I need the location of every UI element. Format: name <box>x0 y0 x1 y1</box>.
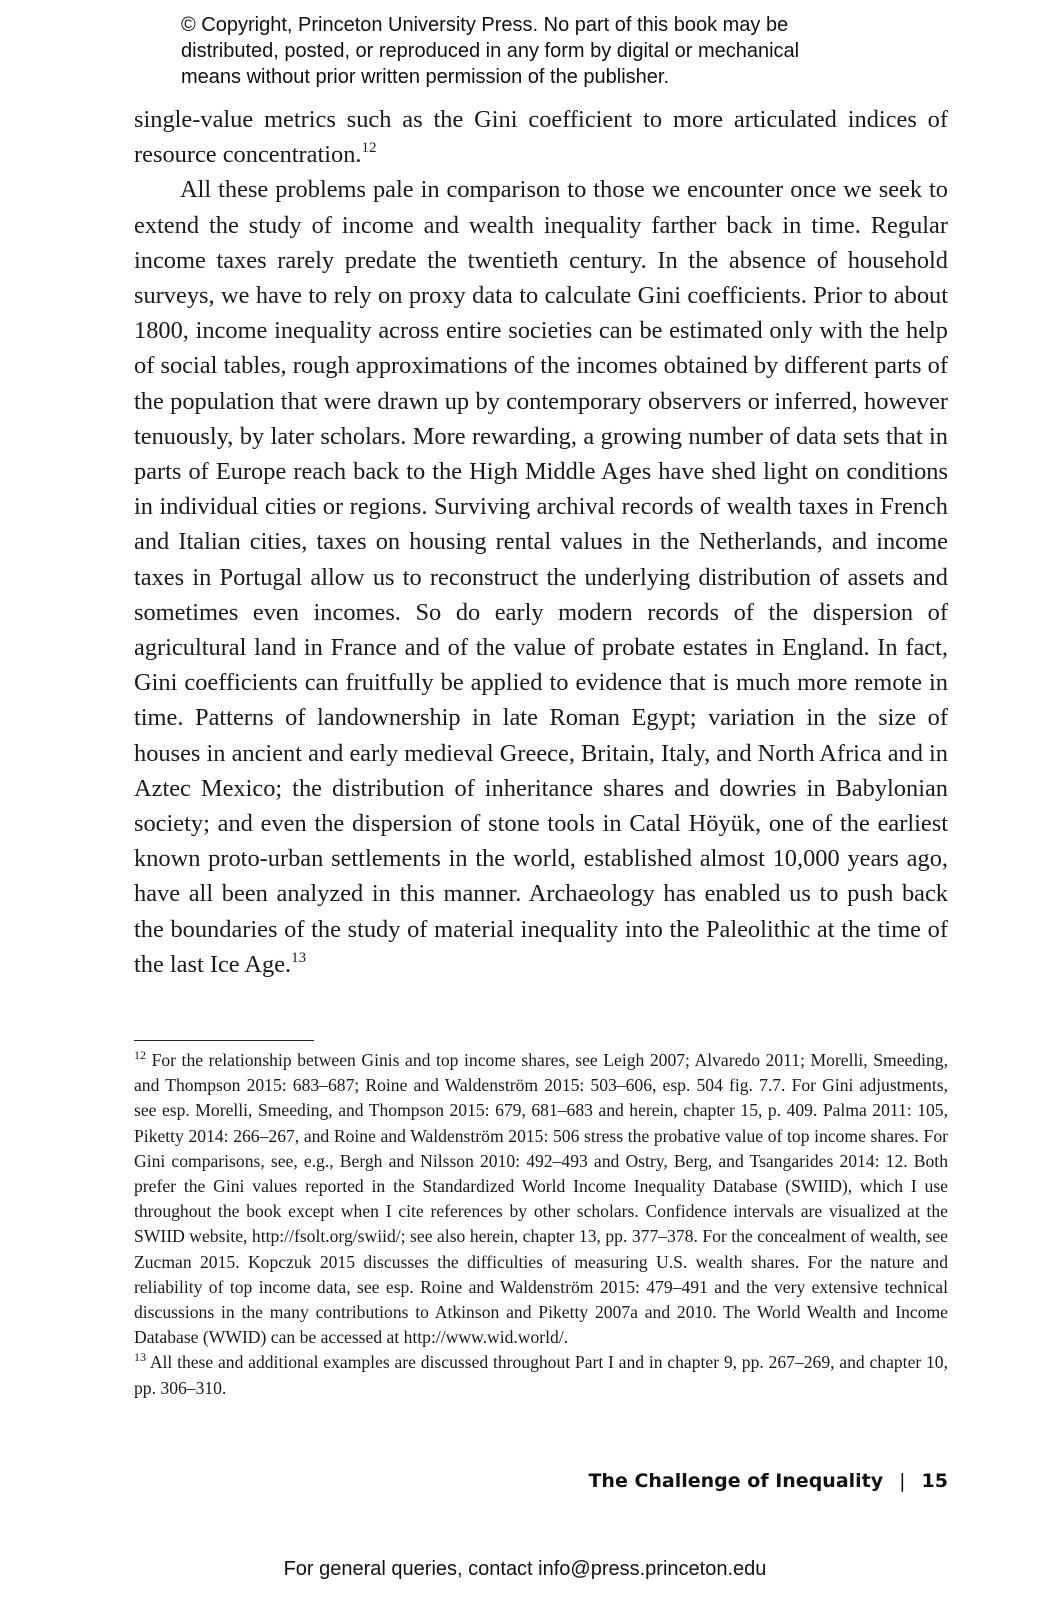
footnotes <box>134 1048 948 1401</box>
footnote-12 <box>134 1048 948 1350</box>
main-text <box>134 102 948 982</box>
copyright-line: distributed, posted, or reproduced in any form by digital or mechanical <box>181 40 800 62</box>
running-footer <box>588 1468 948 1494</box>
copyright-notice <box>181 12 901 90</box>
copyright-line: means without prior written permission of the publisher. <box>181 66 670 88</box>
paragraph-text: All these problems pale in comparison to those we encounter once we seek to extend the study of income and wealth inequality farther back in time. Regular income taxes rarely predate the twentieth century. In the absence of household surveys, we have to rely on proxy data to calculate Gini coefficients. Prior to about 1800, income inequality across entire societies can be estimated only with the help of social tables, rough approximations of the incomes obtained by different parts of the population that were drawn up by contemporary observers or inferred, however tenuously, by later scholars. More rewarding, a growing number of data sets that in parts of Europe reach back to the High Middle Ages have shed light on conditions in individual cities or regions. Surviving archival records of wealth taxes in French and Italian cities, taxes on housing rental values in the Netherlands, and income taxes in Portugal allow us to reconstruct the underlying distribution of assets and sometimes even incomes. So do early modern records of the dispersion of agricultural land in France and of the value of probate estates in England. In fact, Gini coefficients can fruitfully be applied to evidence that is much more remote in time. Patterns of landownership in late Roman Egypt; variation in the size of houses in ancient and early medieval Greece, Britain, Italy, and North Africa and in Aztec Mexico; the distribution of inheritance shares and dowries in Babylonian society; and even the dispersion of stone tools in Catal Höyük, one of the earliest known proto-urban settlements in the world, established almost 10,000 years ago, have all been analyzed in this manner. Archaeology has enabled us to push back the boundaries of the study of material inequality into the Paleolithic at the time of the last Ice Age. <box>134 176 948 978</box>
footnote-divider <box>134 1040 314 1041</box>
page-number: 15 <box>921 1470 948 1492</box>
footnote-number: 12 <box>134 1048 146 1062</box>
paragraph <box>134 172 948 982</box>
footnote-text: For the relationship between Ginis and top income shares, see Leigh 2007; Alvaredo 2011; Morelli, Smeeding, and Thompson 2015: 683–687; Roine and Waldenström 2015: 503–606, esp. 504 fig. 7.7. For Gini adjustments, see esp. Morelli, Smeeding, and Thompson 2015: 679, 681–683 and herein, chapter 15, p. 409. Palma 2011: 105, Piketty 2014: 266–267, and Roine and Waldenström 2015: 506 stress the probative value of top income shares. For Gini comparisons, see, e.g., Bergh and Nilsson 2010: 492–493 and Ostry, Berg, and Tsangarides 2014: 12. Both prefer the Gini values reported in the Standardized World Income Inequality Database (SWIID), which I use throughout the book except when I cite references by other scholars. Confidence intervals are visualized at the SWIID website, http://fsolt.org/swiid/; see also herein, chapter 13, pp. 377–378. For the concealment of wealth, see Zucman 2015. Kopczuk 2015 discusses the difficulties of measuring U.S. wealth shares. For the nature and reliability of top income data, see esp. Roine and Waldenström 2015: 479–491 and the very extensive technical discussions in the many contributions to Atkinson and Piketty 2007a and 2010. The World Wealth and Income Database (WWID) can be accessed at http://www.wid.world/. <box>134 1050 948 1348</box>
paragraph <box>134 102 948 172</box>
footnote-ref-12[interactable]: 12 <box>361 140 377 157</box>
footer-separator: | <box>899 1470 906 1492</box>
footnote-13 <box>134 1350 948 1400</box>
running-title: The Challenge of Inequality <box>588 1470 884 1492</box>
paragraph-text: single-value metrics such as the Gini coefficient to more articulated indices of resource concentration. <box>134 106 948 169</box>
contact-line: For general queries, contact info@press.princeton.edu <box>283 1558 767 1580</box>
footnote-number: 13 <box>134 1350 146 1365</box>
copyright-line: © Copyright, Princeton University Press. No part of this book may be <box>181 14 789 36</box>
footnote-ref-13[interactable]: 13 <box>291 949 307 966</box>
footnote-text: All these and additional examples are discussed throughout Part I and in chapter 9, pp. 267–269, and chapter 10, pp. 306–310. <box>134 1352 949 1398</box>
